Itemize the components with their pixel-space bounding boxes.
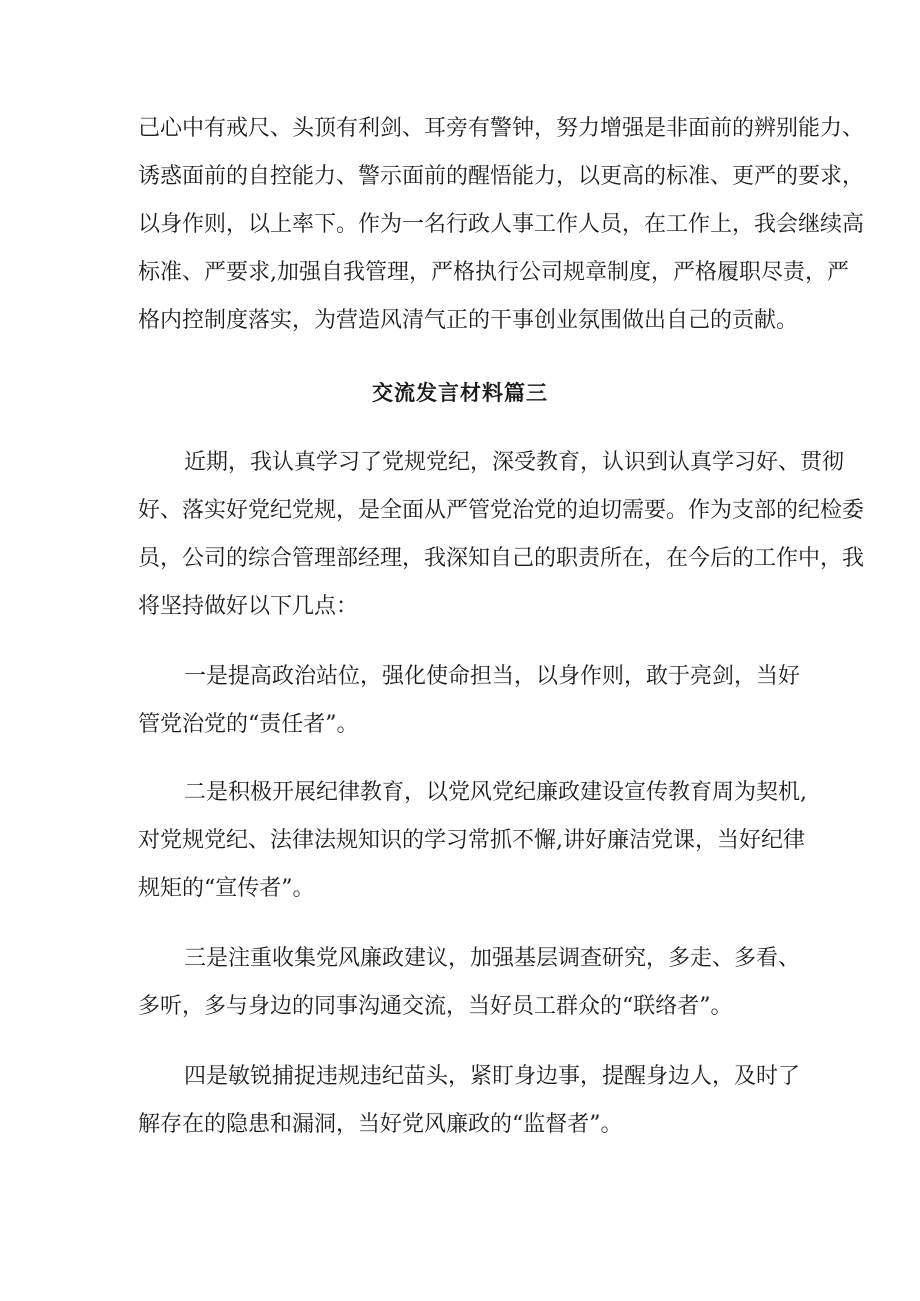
para6-line1: 四是敏锐捕捉违规违纪苗头，紧盯身边事，提醒身边人，及时了 — [184, 1064, 801, 1089]
para4-line2: 对党规党纪、法律法规知识的学习常抓不懈,讲好廉洁党课，当好纪律 — [138, 828, 805, 853]
para2-line3: 员，公司的综合管理部经理，我深知自己的职责所在，在今后的工作中，我 — [138, 546, 865, 571]
para2-line4: 将坚持做好以下几点： — [138, 594, 359, 619]
para4-line1: 二是积极开展纪律教育，以党风党纪廉政建设宣传教育周为契机, — [184, 780, 807, 805]
para1-line1: 己心中有戒尺、头顶有利剑、耳旁有警钟，努力增强是非面前的辨别能力、 — [138, 116, 865, 141]
para1-line3: 以身作则，以上率下。作为一名行政人事工作人员，在工作上，我会继续高 — [138, 212, 865, 237]
section-heading: 交流发言材料篇三 — [372, 380, 548, 405]
para2-line1: 近期，我认真学习了党规党纪，深受教育，认识到认真学习好、贯彻 — [184, 450, 845, 475]
para5-line2: 多听，多与身边的同事沟通交流，当好员工群众的“联络者”。 — [138, 994, 733, 1019]
para5-line1: 三是注重收集党风廉政建议，加强基层调查研究，多走、多看、 — [184, 946, 801, 971]
para1-line4: 标准、严要求,加强自我管理，严格执行公司规章制度，严格履职尽责，严 — [138, 260, 849, 285]
para4-line3: 规矩的“宣传者”。 — [138, 876, 315, 901]
para1-line5: 格内控制度落实，为营造风清气正的干事创业氛围做出自己的贡献。 — [138, 308, 799, 333]
para2-line2: 好、落实好党纪党规，是全面从严管党治党的迫切需要。作为支部的纪检委 — [138, 498, 865, 523]
para1-line2: 诱惑面前的自控能力、警示面前的醒悟能力，以更高的标准、更严的要求， — [138, 164, 865, 189]
para3-line1: 一是提高政治站位，强化使命担当，以身作则，敢于亮剑，当好 — [184, 664, 801, 689]
para6-line2: 解存在的隐患和漏洞，当好党风廉政的“监督者”。 — [138, 1112, 623, 1137]
para3-line2: 管党治党的“责任者”。 — [138, 712, 359, 737]
